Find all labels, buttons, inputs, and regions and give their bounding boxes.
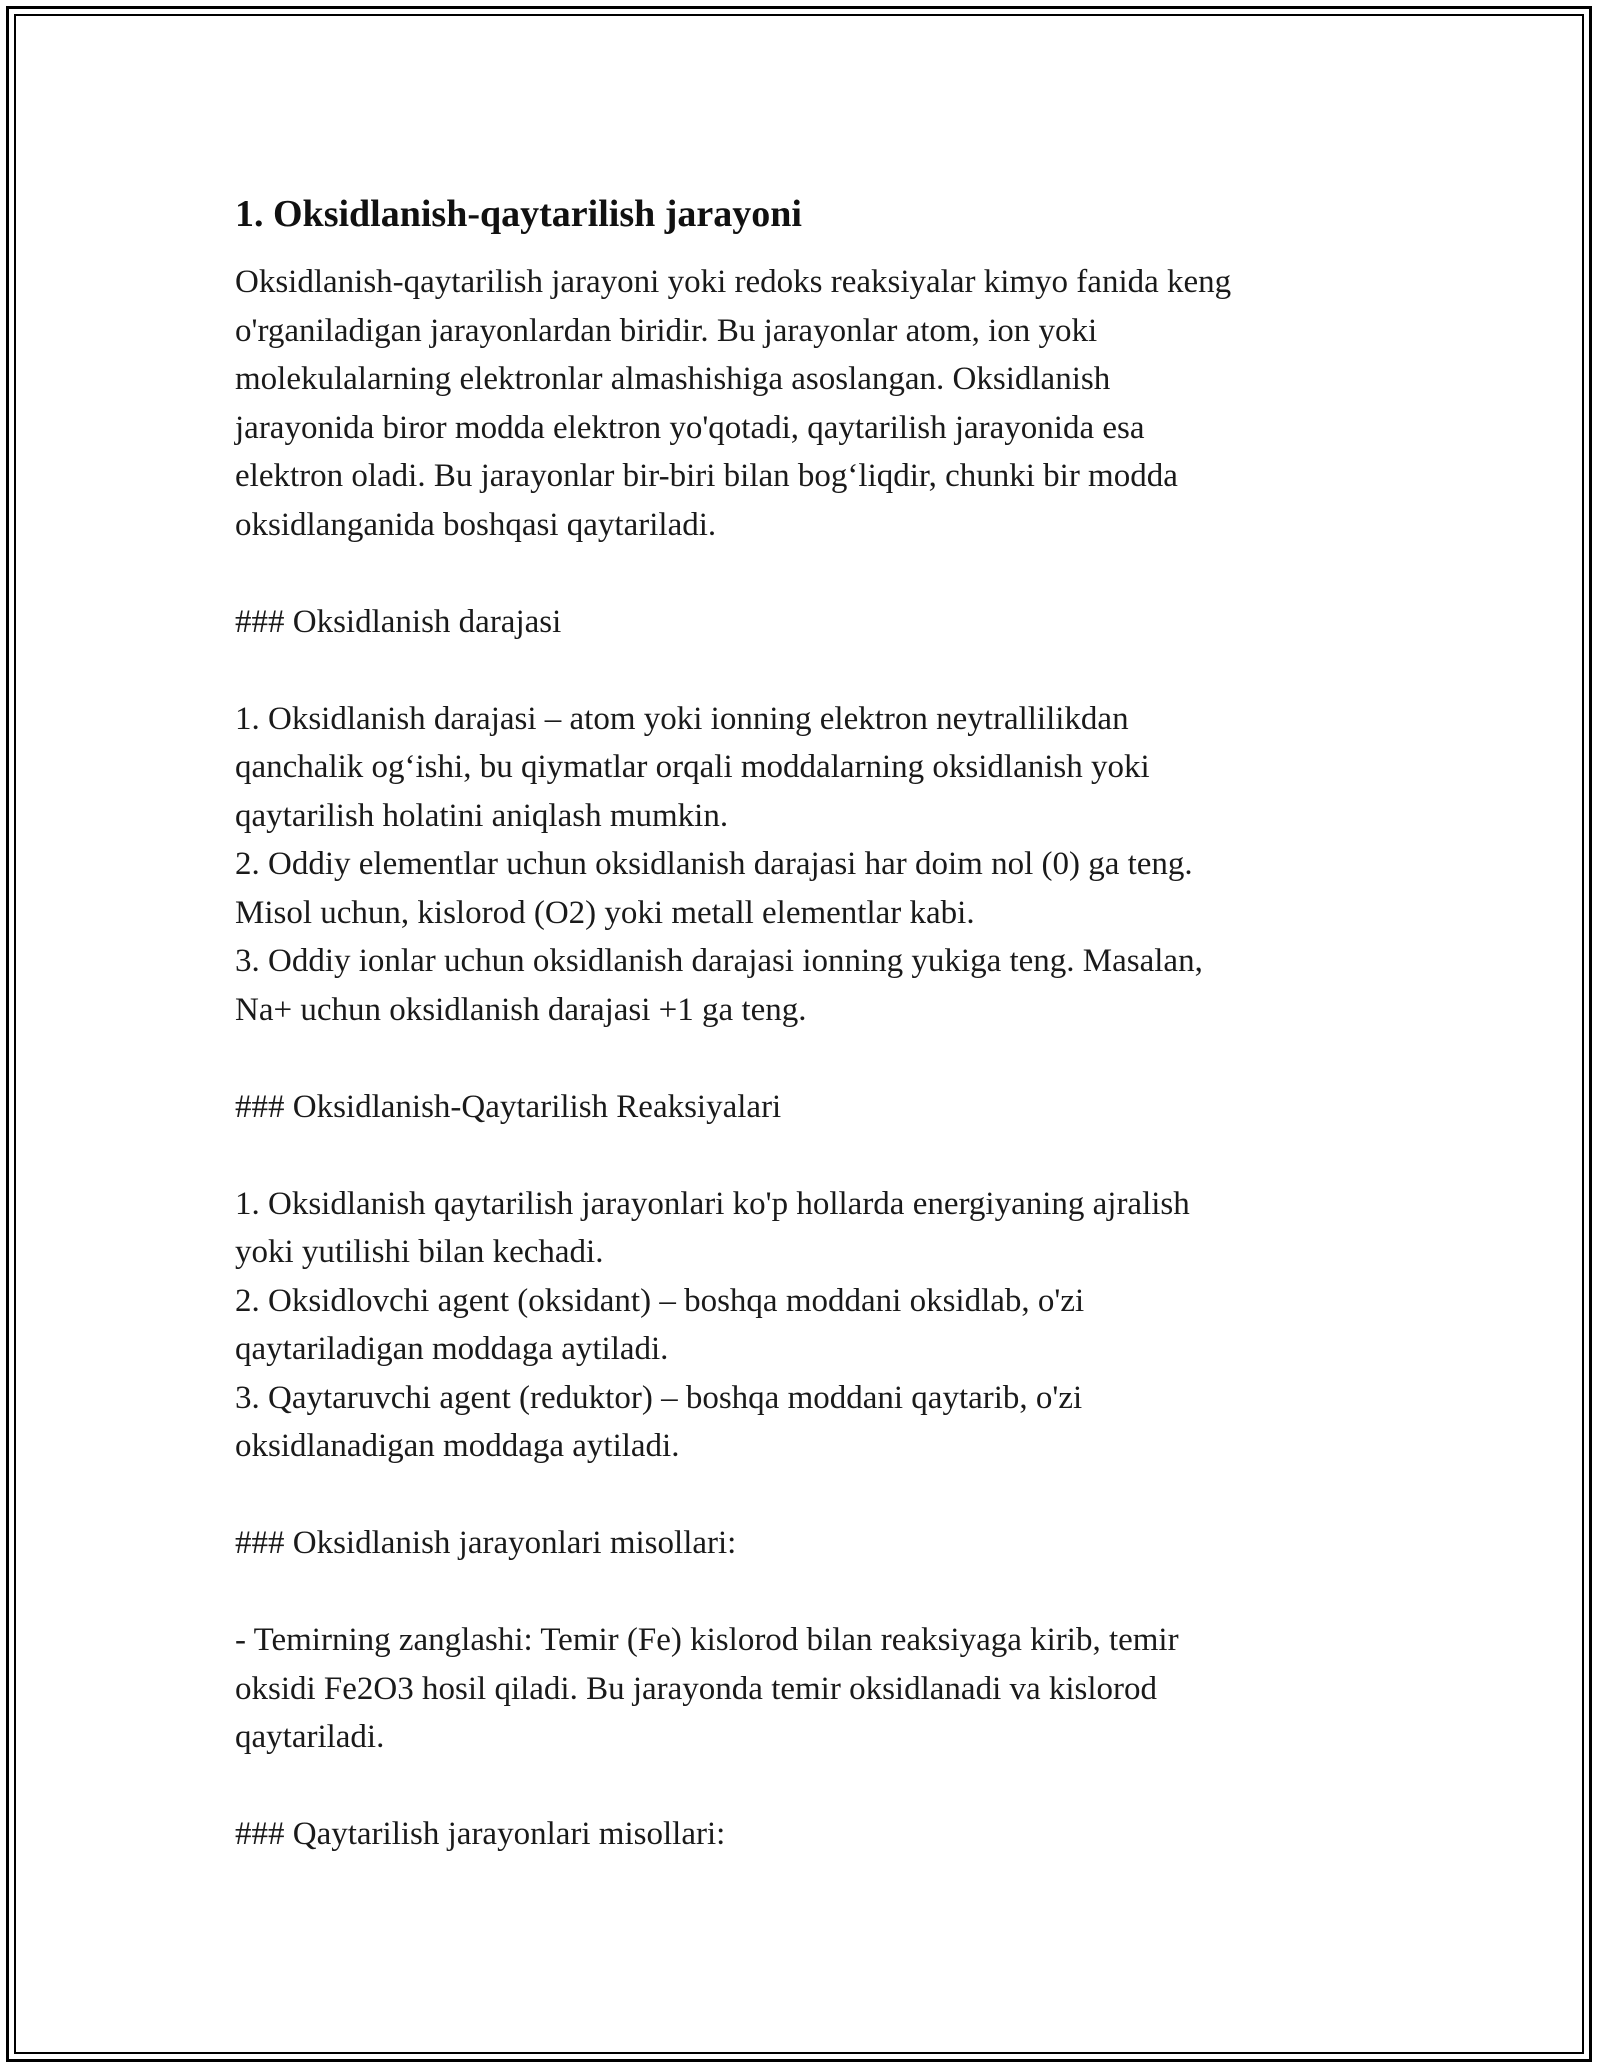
paragraph-line: qaytariladi. [235,1719,385,1755]
paragraph-line: qaytarilish holatini aniqlash mumkin. [235,797,729,834]
section-heading-oksidlanish-darajasi: ### Oksidlanish darajasi [235,603,562,640]
paragraph-line: 2. Oddiy elementlar uchun oksidlanish darajasi har doim nol (0) ga teng. [235,846,1193,882]
document-body [235,188,1375,1859]
blank-line [235,1762,1375,1811]
section-heading-qaytarilish-misollari: ### Qaytarilish jarayonlari misollari: [235,1816,726,1852]
blank-line [235,549,1375,598]
paragraph-line: 3. Oddiy ionlar uchun oksidlanish darajasi ionning yukiga teng. Masalan, [235,943,1203,979]
paragraph-line: oksidlanganida boshqasi qaytariladi. [235,506,717,543]
paragraph-line: - Temirning zanglashi: Temir (Fe) kislorod bilan reaksiyaga kirib, temir [235,1622,1179,1658]
paragraph-line: 3. Qaytaruvchi agent (reduktor) – boshqa moddani qaytarib, o'zi [235,1379,1083,1416]
paragraph-line: o'rganiladigan jarayonlardan biridir. Bu jarayonlar atom, ion yoki [235,312,1098,349]
paragraph-line: qanchalik og‘ishi, bu qiymatlar orqali moddalarning oksidlanish yoki [235,749,1150,785]
section-oksidlanish-darajasi [235,695,1375,1035]
paragraph-line: Misol uchun, kislorod (O2) yoki metall elementlar kabi. [235,894,975,931]
paragraph-line: jarayonida biror modda elektron yo'qotadi, qaytarilish jarayonida esa [235,409,1145,446]
paragraph-line: 1. Oksidlanish qaytarilish jarayonlari ko'p hollarda energiyaning ajralish [235,1185,1190,1222]
section-heading-reaksiyalari: ### Oksidlanish-Qaytarilish Reaksiyalari [235,1088,782,1125]
blank-line [235,646,1375,695]
paragraph-line: Oksidlanish-qaytarilish jarayoni yoki redoks reaksiyalar kimyo fanida keng [235,264,1232,300]
paragraph-line: elektron oladi. Bu jarayonlar bir-biri bilan bog‘liqdir, chunki bir modda [235,458,1178,494]
paragraph-line: qaytariladigan moddaga aytiladi. [235,1331,669,1367]
blank-line [235,1568,1375,1617]
paragraph-line: Na+ uchun oksidlanish darajasi +1 ga teng. [235,991,807,1028]
intro-paragraph [235,258,1375,549]
paragraph-line: molekulalarning elektronlar almashishiga asoslangan. Oksidlanish [235,361,1111,397]
page-title: 1. Oksidlanish-qaytarilish jarayoni [235,193,802,235]
blank-line [235,1471,1375,1520]
blank-line [235,1131,1375,1180]
section-reaksiyalari [235,1180,1375,1471]
paragraph-line: 2. Oksidlovchi agent (oksidant) – boshqa moddani oksidlab, o'zi [235,1282,1085,1319]
section-heading-oksidlanish-misollari: ### Oksidlanish jarayonlari misollari: [235,1525,737,1561]
paragraph-line: oksidlanadigan moddaga aytiladi. [235,1428,680,1464]
paragraph-line: yoki yutilishi bilan kechadi. [235,1234,604,1270]
paragraph-line: oksidi Fe2O3 hosil qiladi. Bu jarayonda temir oksidlanadi va kislorod [235,1670,1158,1707]
blank-line [235,1034,1375,1083]
paragraph-line: 1. Oksidlanish darajasi – atom yoki ionning elektron neytrallilikdan [235,700,1129,737]
section-oksidlanish-misollari [235,1616,1375,1762]
